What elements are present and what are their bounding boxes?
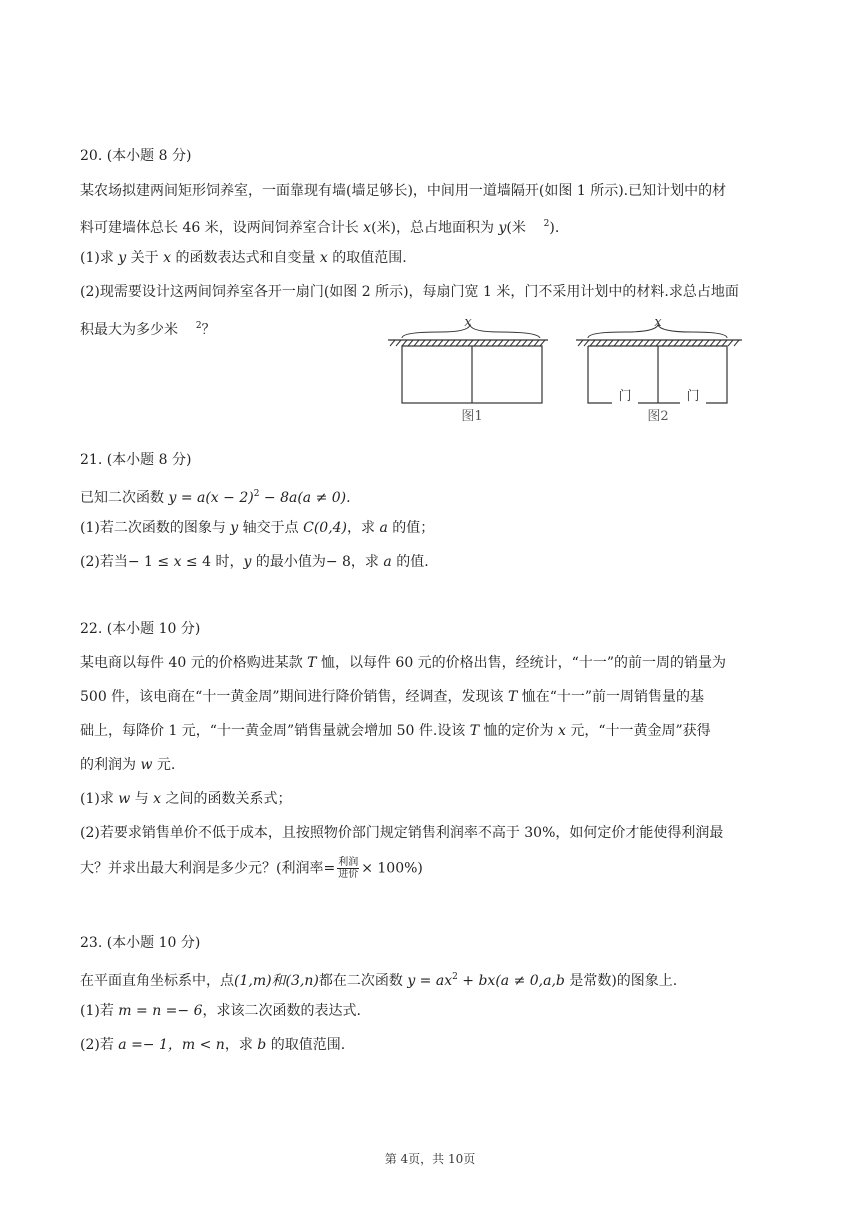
figure-2-caption: 图2 [647,409,669,424]
profit-rate-fraction: $\frac{\text{利润}}{\text{进价}}$ [338,857,359,880]
q22-part2-line1: (2)若要求销售单价不低于成本，且按照物价部门规定销售利润率不高于 30%，如何定价才能使得利润最 [80,825,724,841]
q22-line2: 500 件，该电商在“十一黄金周”期间进行降价销售，经调查，发现该 T 恤在“十一”前一周销售量的基 [80,689,705,705]
figure-1-caption: 图1 [461,409,483,424]
figure-2 [576,316,742,424]
q20-line2: 料可建墙体总长 46 米，设两间饲养室合计长 x(米)，总占地面积为 y(米 $^2$). [80,219,560,236]
q23-title: 23. (本小题 10 分) [80,935,201,951]
door-label-right: 门 [686,389,700,404]
q23-part2: (2)若 a =− 1，m < n，求 b 的取值范围. [80,1037,346,1053]
figure-2-x-label: x [654,316,662,330]
figure-1 [388,316,548,424]
q23-line1: 在平面直角坐标系中，点(1,m)和(3,n)都在二次函数 $y = ax^2 + bx(a \ne 0,a,b$ 是常数)的图象上. [80,972,678,989]
q20-part2-line1: (2)现需要设计这两间饲养室各开一扇门(如图 2 所示)，每扇门宽 1 米，门不采用计划中的材料.求总占地面 [80,284,739,300]
q21-line1: 已知二次函数 $y = a(x - 2)^2 - 8a(a \ne 0)$. [80,489,351,506]
q22-line4: 的利润为 w 元. [80,757,176,773]
q21-part2: (2)若当− 1 ≤ x ≤ 4 时，y 的最小值为− 8，求 a 的值. [80,554,429,570]
q23-part1: (1)若 m = n =− 6，求该二次函数的表达式. [80,1003,361,1019]
page-footer: 第 4页，共 10页 [384,1152,476,1166]
q20-figures [380,316,760,428]
figure-1-x-label: x [464,316,472,330]
q22-part1: (1)求 w 与 x 之间的函数关系式； [80,791,292,807]
q20-part1: (1)求 y 关于 x 的函数表达式和自变量 x 的取值范围. [80,250,407,266]
q22-line3: 础上，每降价 1 元，“十一黄金周”销售量就会增加 50 件.设该 T 恤的定价为 x 元，“十一黄金周”获得 [80,723,711,739]
q22-part2-line2: 大？并求出最大利润是多少元？(利润率= $\frac{\text{利润}}{\text{进价}}$ × 100%) [80,857,423,880]
q22-title: 22. (本小题 10 分) [80,621,201,637]
door-label-left: 门 [618,389,632,404]
q20-title: 20. (本小题 8 分) [80,148,192,164]
q21-part1: (1)若二次函数的图象与 y 轴交于点 C(0,4)，求 a 的值； [80,520,435,536]
q20-part2-line2: 积最大为多少米 $^2$？ [80,321,216,338]
q20-line1: 某农场拟建两间矩形饲养室，一面靠现有墙(墙足够长)，中间用一道墙隔开(如图 1 所示).已知计划中的材 [80,183,727,199]
q22-line1: 某电商以每件 40 元的价格购进某款 T 恤，以每件 60 元的价格出售，经统计，“十一”的前一周的销量为 [80,655,726,671]
q21-title: 21. (本小题 8 分) [80,452,192,468]
